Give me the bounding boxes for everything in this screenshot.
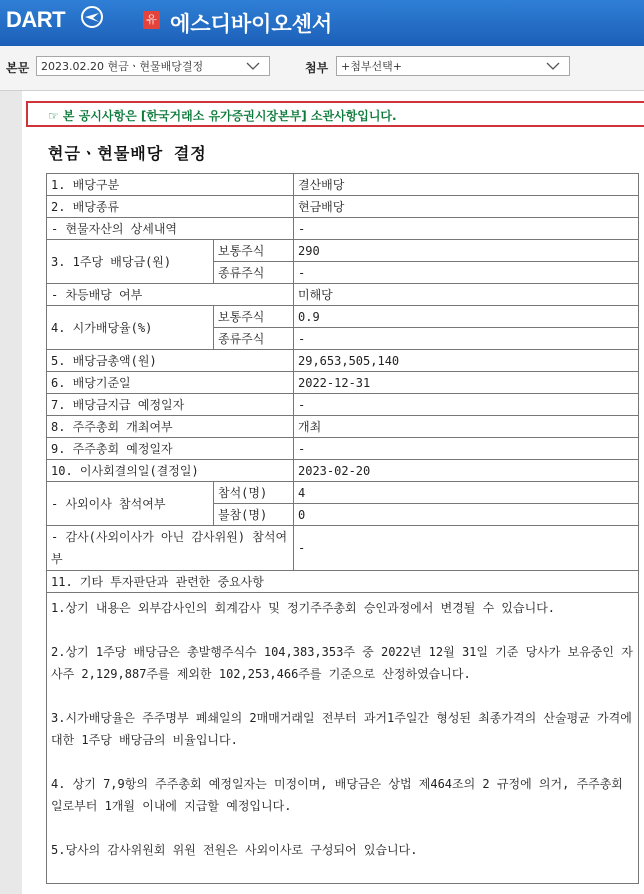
table-row bbox=[47, 240, 639, 262]
table-row bbox=[47, 593, 639, 884]
row-sublabel: 보통주식 bbox=[214, 240, 294, 262]
row-value: - bbox=[294, 394, 639, 416]
row-value: - bbox=[294, 262, 639, 284]
chevron-down-icon bbox=[245, 58, 261, 74]
table-row bbox=[47, 394, 639, 416]
table-row bbox=[47, 460, 639, 482]
note-item: 2.상기 1주당 배당금은 총발행주식수 104,383,353주 중 2022년 12월 31일 기준 당사가 보유중인 자사주 2,129,887주를 제외한 102,253,466주를 기준으로 산정하였습니다. bbox=[51, 645, 633, 681]
notes-cell bbox=[47, 593, 639, 884]
table-row bbox=[47, 372, 639, 394]
table-row bbox=[47, 482, 639, 504]
row-value: 개최 bbox=[294, 416, 639, 438]
attachment-label: 첨부 bbox=[305, 61, 329, 75]
main-doc-label: 본문 bbox=[6, 61, 30, 75]
page-title: 현금ㆍ현물배당 결정 bbox=[48, 144, 207, 163]
row-label: 5. 배당금총액(원) bbox=[47, 350, 294, 372]
table-row bbox=[47, 350, 639, 372]
row-label: 1. 배당구분 bbox=[47, 174, 294, 196]
row-label: - 현물자산의 상세내역 bbox=[47, 218, 294, 240]
row-label: 7. 배당금지급 예정일자 bbox=[47, 394, 294, 416]
row-sublabel: 참석(명) bbox=[214, 482, 294, 504]
row-sublabel: 불참(명) bbox=[214, 504, 294, 526]
row-label: - 사외이사 참석여부 bbox=[47, 482, 214, 526]
row-value: 2023-02-20 bbox=[294, 460, 639, 482]
row-value: 0 bbox=[294, 504, 639, 526]
attachment-select[interactable] bbox=[336, 56, 570, 76]
document-body bbox=[24, 91, 644, 894]
row-value: 0.9 bbox=[294, 306, 639, 328]
row-label: 3. 1주당 배당금(원) bbox=[47, 240, 214, 284]
market-badge: 유 bbox=[143, 11, 160, 29]
note-item: 4. 상기 7,9항의 주주총회 예정일자는 미정이며, 배당금은 상법 제464조의 2 규정에 의거, 주주총회일로부터 1개월 이내에 지급할 예정입니다. bbox=[51, 777, 623, 813]
row-label: - 차등배당 여부 bbox=[47, 284, 294, 306]
jurisdiction-notice bbox=[26, 101, 644, 127]
row-value: 결산배당 bbox=[294, 174, 639, 196]
note-item: 3.시가배당율은 주주명부 폐쇄일의 2매매거래일 전부터 과거1주일간 형성된 최종가격의 산술평균 가격에 대한 1주당 배당금의 비율입니다. bbox=[51, 711, 632, 747]
table-row bbox=[47, 416, 639, 438]
row-value: 미해당 bbox=[294, 284, 639, 306]
row-value: - bbox=[294, 218, 639, 240]
table-row bbox=[47, 438, 639, 460]
table-row bbox=[47, 306, 639, 328]
row-value: - bbox=[294, 328, 639, 350]
app-header bbox=[0, 0, 644, 46]
document-selector-bar bbox=[0, 46, 644, 91]
note-item: 5.당사의 감사위원회 위원 전원은 사외이사로 구성되어 있습니다. bbox=[51, 843, 418, 857]
row-label: 10. 이사회결의일(결정일) bbox=[47, 460, 294, 482]
row-label: 6. 배당기준일 bbox=[47, 372, 294, 394]
row-value: - bbox=[294, 438, 639, 460]
row-label: 4. 시가배당율(%) bbox=[47, 306, 214, 350]
main-doc-select-value: 2023.02.20 현금ㆍ현물배당결정 bbox=[41, 60, 204, 73]
table-row bbox=[47, 218, 639, 240]
row-label: 8. 주주총회 개최여부 bbox=[47, 416, 294, 438]
row-value: 현금배당 bbox=[294, 196, 639, 218]
dividend-table bbox=[46, 173, 639, 884]
row-label: - 감사(사외이사가 아닌 감사위원) 참석여부 bbox=[47, 526, 294, 571]
row-label: 11. 기타 투자판단과 관련한 중요사항 bbox=[47, 571, 639, 593]
row-value: - bbox=[294, 526, 639, 571]
company-name: 에스디바이오센서 bbox=[170, 12, 333, 36]
row-label: 9. 주주총회 예정일자 bbox=[47, 438, 294, 460]
dart-logo[interactable]: DART bbox=[6, 7, 66, 32]
attachment-select-value: +첨부선택+ bbox=[341, 60, 402, 73]
table-row bbox=[47, 284, 639, 306]
main-doc-select[interactable] bbox=[36, 56, 270, 76]
table-row bbox=[47, 174, 639, 196]
row-value: 290 bbox=[294, 240, 639, 262]
table-row bbox=[47, 526, 639, 571]
dart-emblem-icon bbox=[80, 5, 104, 29]
chevron-down-icon bbox=[545, 58, 561, 74]
notice-text: ☞ 본 공시사항은 [한국거래소 유가증권시장본부] 소관사항입니다. bbox=[48, 109, 397, 123]
row-value: 4 bbox=[294, 482, 639, 504]
row-label: 2. 배당종류 bbox=[47, 196, 294, 218]
row-sublabel: 종류주식 bbox=[214, 328, 294, 350]
table-row bbox=[47, 571, 639, 593]
left-margin bbox=[0, 91, 22, 894]
row-value: 29,653,505,140 bbox=[294, 350, 639, 372]
row-sublabel: 보통주식 bbox=[214, 306, 294, 328]
note-item: 1.상기 내용은 외부감사인의 회계감사 및 정기주주총회 승인과정에서 변경될 수 있습니다. bbox=[51, 601, 556, 615]
row-value: 2022-12-31 bbox=[294, 372, 639, 394]
row-sublabel: 종류주식 bbox=[214, 262, 294, 284]
table-row bbox=[47, 196, 639, 218]
